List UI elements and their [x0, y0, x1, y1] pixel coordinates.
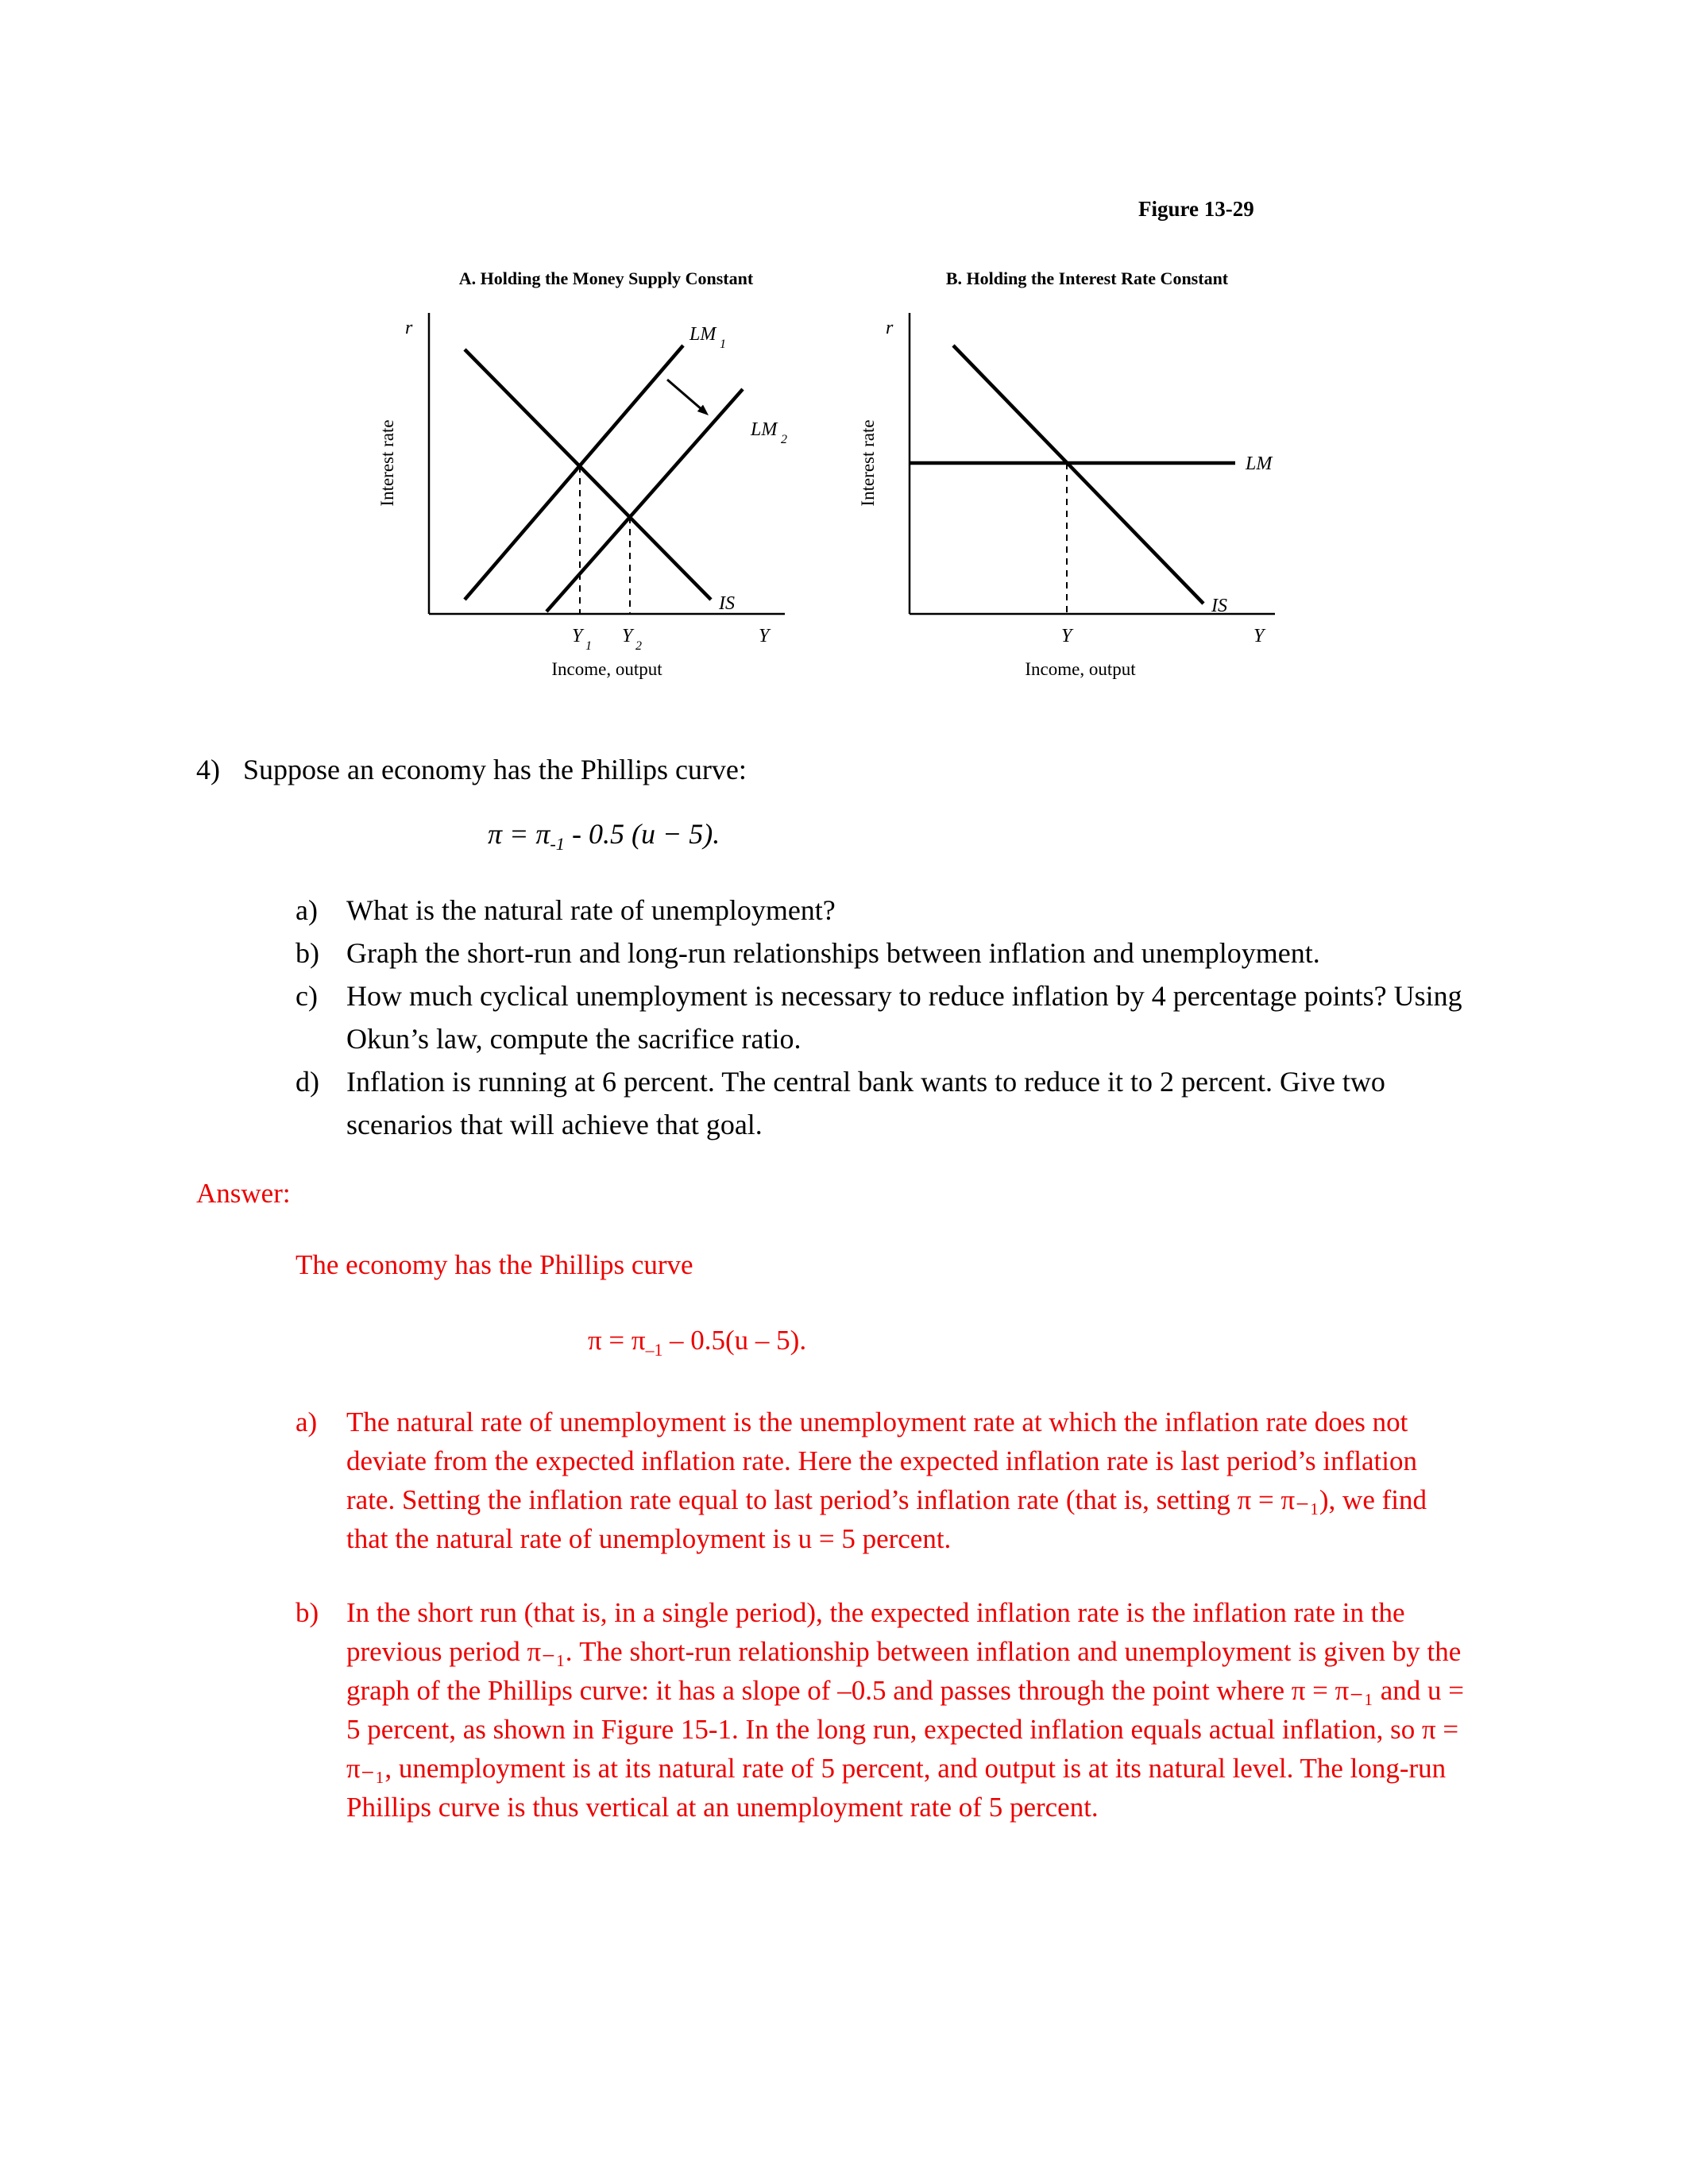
panel-b-y-axis-label: Interest rate: [858, 419, 878, 507]
panel-a: [350, 267, 842, 687]
answer-section: [196, 1174, 1531, 1827]
question-number: 4): [196, 754, 220, 785]
panel-a-is-label: IS: [719, 593, 735, 614]
panel-b-tick-y: Y: [1061, 626, 1072, 646]
panel-a-chart: [350, 302, 842, 683]
panel-a-title: A. Holding the Money Supply Constant: [458, 268, 754, 288]
panel-b-x-axis-label: Income, output: [1025, 659, 1136, 679]
shift-arrow: [667, 380, 702, 410]
panel-b-title: B. Holding the Interest Rate Constant: [945, 268, 1229, 288]
answer-equation-sub: –1: [645, 1341, 663, 1360]
answer-intro: The economy has the Phillips curve: [295, 1249, 693, 1280]
panel-b-chart: [842, 302, 1335, 683]
part-label: b): [295, 1597, 319, 1628]
question-section: [196, 748, 1515, 1146]
answer-part-a: [196, 1403, 1531, 1558]
part-text: What is the natural rate of unemployment?: [346, 894, 836, 927]
part-label: d): [295, 1066, 319, 1098]
question-stem: Suppose an economy has the Phillips curve:: [243, 754, 747, 785]
tick-y1: Y: [572, 626, 583, 646]
answer-equation-pre: π = π: [588, 1325, 646, 1356]
part-text: Graph the short-run and long-run relationships between inflation and unemployment.: [346, 937, 1320, 970]
part-label: c): [295, 980, 318, 1013]
part-text: How much cyclical unemployment is necessary to reduce inflation by 4 percentage points? Using Okun’s law, compute the sacrifice ratio.: [346, 980, 1462, 1055]
panel-b-tick-y-end: Y: [1253, 626, 1265, 646]
question-stem-row: [196, 748, 1515, 791]
panel-b-is-label: IS: [1211, 596, 1227, 616]
part-label: b): [295, 937, 319, 970]
question-part-b: [196, 932, 1515, 974]
panel-b: [842, 267, 1335, 687]
lm2-curve: [547, 389, 743, 612]
question-equation: [488, 812, 1515, 866]
lm2-sub-label: 2: [781, 433, 787, 446]
tick-y1-sub: 1: [585, 639, 592, 653]
tick-y2: Y: [622, 626, 633, 646]
part-label: a): [295, 1406, 318, 1437]
panel-b-is-curve: [953, 345, 1203, 604]
answer-part-b: [196, 1593, 1531, 1827]
panel-a-r-label: r: [405, 318, 413, 338]
lm1-label: LM: [689, 324, 717, 345]
panel-b-lm-label: LM: [1246, 453, 1273, 474]
lm1-sub-label: 1: [720, 338, 726, 351]
answer-label: Answer:: [196, 1178, 291, 1209]
answer-parts: [196, 1403, 1531, 1827]
part-label: a): [295, 894, 318, 927]
panel-b-r-label: r: [886, 318, 894, 338]
panel-a-y-axis-label: Interest rate: [377, 419, 397, 507]
panel-a-tick-y-end: Y: [759, 626, 770, 646]
lm2-label: LM: [751, 419, 778, 440]
question-part-d: [196, 1060, 1515, 1146]
question-part-a: [196, 889, 1515, 932]
question-parts: [196, 889, 1515, 1146]
panel-a-x-axis-label: Income, output: [551, 659, 662, 679]
question-part-c: [196, 974, 1515, 1060]
question-equation-sub: -1: [550, 834, 565, 855]
question-equation-post: - 0.5 (u − 5).: [564, 818, 720, 850]
part-text: The natural rate of unemployment is the unemployment rate at which the inflation rate does not deviate from the expected inflation rate. Here the expected inflation rate is last period’s inflation rate. Setting the inflation rate equal to last period’s inflation rate (that is, setting π = π₋₁), we find that the natural rate of unemployment is u = 5 percent.: [346, 1406, 1427, 1554]
answer-equation: [588, 1321, 1531, 1370]
answer-equation-post: – 0.5(u – 5).: [662, 1325, 807, 1356]
figure-caption: Figure 13-29: [1138, 197, 1254, 221]
question-equation-pre: π = π: [488, 818, 550, 850]
tick-y2-sub: 2: [635, 639, 642, 653]
part-text: Inflation is running at 6 percent. The central bank wants to reduce it to 2 percent. Give two scenarios that will achieve that goal.: [346, 1066, 1385, 1141]
part-text: In the short run (that is, in a single period), the expected inflation rate is the inflation rate in the previous period π₋₁. The short-run relationship between inflation and unemployment is given by the graph of the Phillips curve: it has a slope of –0.5 and passes through the point where π = π₋₁ and u = 5 percent, as shown in Figure 15-1. In the long run, expected inflation equals actual inflation, so π = π₋₁, unemployment is at its natural rate of 5 percent, and output is at its natural level. The long-run Phillips curve is thus vertical at an unemployment rate of 5 percent.: [346, 1597, 1465, 1823]
